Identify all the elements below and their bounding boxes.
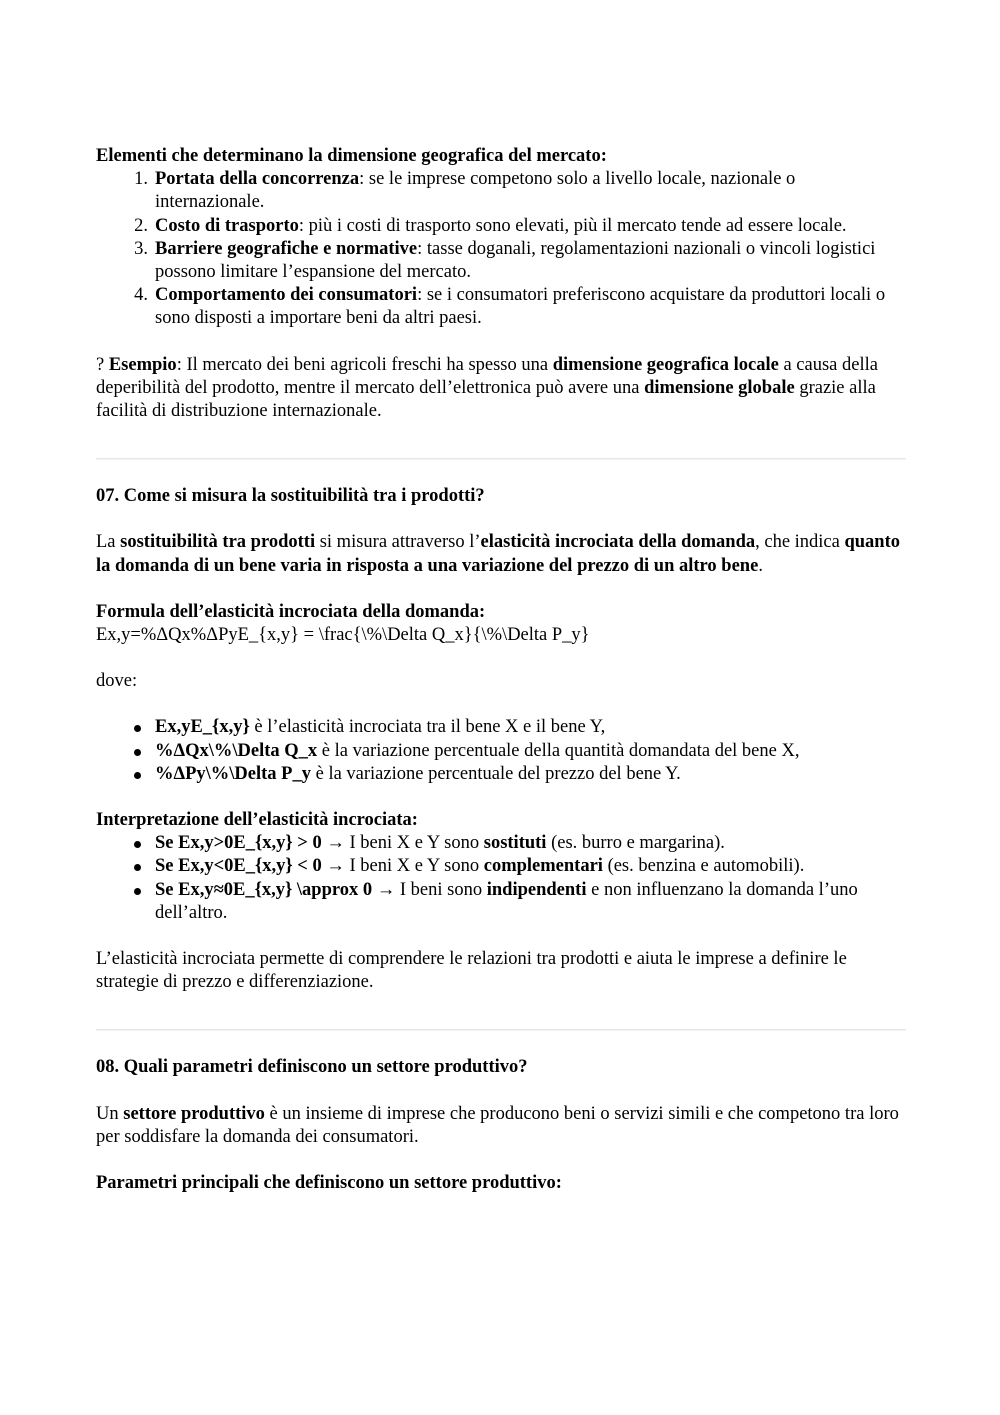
item-text: : tasse doganali, regolamentazioni nazionali o vincoli logistici possono limitare l’espansione del mercato. — [155, 238, 876, 283]
numbered-list — [96, 168, 906, 330]
item-number: 1. — [134, 169, 148, 190]
bullet — [134, 725, 141, 732]
item-text: è l’elasticità incrociata tra il bene X e il bene Y, — [249, 717, 606, 738]
example-text: a causa della deperibilità del prodotto, mentre il mercato dell’elettronica può avere una — [96, 354, 878, 398]
intro-text: , che indica — [755, 532, 845, 553]
list-item — [96, 284, 906, 330]
intro-bold: quanto la domanda di un bene varia in risposta a una variazione del prezzo di un altro bene — [96, 532, 901, 576]
example-bold: Esempio — [108, 354, 177, 375]
item-bold: sostituti — [483, 833, 547, 854]
title-text: 08. Quali parametri definiscono un settore produttivo? — [96, 1057, 528, 1078]
formula-heading — [96, 601, 906, 624]
item-text: (es. benzina e automobili). — [602, 856, 805, 877]
params-heading — [96, 1172, 906, 1195]
item-text: : se le imprese competono solo a livello locale, nazionale o internazionale. — [155, 169, 796, 213]
item-term: %ΔQx\%\Delta Q_x — [155, 740, 318, 761]
formula: Ex,y=%ΔQx%ΔPyE_{x,y} = \frac{\%\Delta Q_x}{\%\Delta P_y} — [96, 625, 590, 646]
item-text: → I beni sono — [372, 879, 487, 900]
intro-text: è un insieme di imprese che producono beni o servizi simili e che competono tra loro per soddisfare la domanda dei consumatori. — [96, 1103, 899, 1147]
item-text: → I beni X e Y sono — [321, 833, 484, 854]
example-bold: dimensione globale — [644, 377, 795, 398]
intro-text: La — [96, 532, 121, 553]
bullet — [134, 888, 141, 895]
example-text: : Il mercato dei beni agricoli freschi ha spesso una — [176, 354, 553, 375]
item-text: e non influenzano la domanda l’uno dell’altro. — [155, 879, 858, 923]
dove-label: dove: — [96, 671, 138, 692]
item-text: (es. burro e margarina). — [546, 833, 725, 854]
intro-text: si misura attraverso l’ — [315, 532, 481, 553]
list-item — [96, 238, 906, 284]
item-text: : più i costi di trasporto sono elevati, più il mercato tende ad essere locale. — [298, 215, 847, 236]
bullet — [134, 749, 141, 756]
intro-text: Un — [96, 1103, 124, 1124]
intro-text: . — [758, 555, 763, 576]
item-term: Se Ex,y<0E_{x,y} < 0 — [155, 856, 322, 877]
bullet — [134, 772, 141, 779]
item-term: Costo di trasporto — [155, 215, 299, 236]
item-text: è la variazione percentuale della quantità domandata del bene X, — [317, 740, 800, 761]
example-bold: dimensione geografica locale — [552, 354, 779, 375]
list-item — [96, 716, 906, 739]
formula-heading-text: Formula dell’elasticità incrociata della domanda: — [96, 601, 486, 622]
item-text: → I beni X e Y sono — [321, 856, 484, 877]
heading-text: Parametri principali che definiscono un settore produttivo: — [96, 1173, 562, 1194]
closing-paragraph: L’elasticità incrociata permette di comprendere le relazioni tra prodotti e aiuta le imprese a definire le strategie di prezzo e differenziazione. — [96, 949, 847, 993]
item-number: 3. — [134, 238, 148, 259]
intro-bold: sostituibilità tra prodotti — [120, 532, 316, 553]
item-term: Comportamento dei consumatori — [155, 285, 418, 306]
list-item — [96, 879, 906, 925]
bullet — [134, 864, 141, 871]
list-item — [96, 168, 906, 214]
section-title — [96, 485, 906, 508]
item-bold: complementari — [483, 856, 603, 877]
item-term: Barriere geografiche e normative — [155, 238, 418, 259]
intro-bold: settore produttivo — [123, 1103, 265, 1124]
example-text: ? — [96, 354, 109, 375]
item-number: 4. — [134, 285, 148, 306]
document-page — [96, 145, 906, 1195]
example-paragraph — [96, 354, 906, 424]
intro-bold: elasticità incrociata della domanda — [480, 532, 756, 553]
section-heading — [96, 145, 906, 168]
list-item — [96, 740, 906, 763]
item-text: è la variazione percentuale del prezzo del bene Y. — [310, 763, 681, 784]
intro-paragraph — [96, 1103, 906, 1149]
list-item — [96, 855, 906, 878]
bullet — [134, 841, 141, 848]
heading-text: Elementi che determinano la dimensione geografica del mercato: — [96, 146, 607, 166]
item-text: : se i consumatori preferiscono acquistare da produttori locali o sono disposti a importare beni da altri paesi. — [155, 285, 886, 329]
item-bold: indipendenti — [486, 879, 587, 900]
item-number: 2. — [134, 215, 148, 236]
definition-list — [96, 716, 906, 786]
item-term: Se Ex,y>0E_{x,y} > 0 — [155, 833, 322, 854]
item-term: %ΔPy\%\Delta P_y — [155, 763, 311, 784]
list-item — [96, 215, 906, 238]
section-title — [96, 1056, 906, 1079]
title-text: 07. Come si misura la sostituibilità tra i prodotti? — [96, 486, 485, 507]
list-item — [96, 832, 906, 855]
interpretation-list — [96, 832, 906, 925]
item-term: Se Ex,y≈0E_{x,y} \approx 0 — [155, 879, 373, 900]
item-term: Portata della concorrenza — [155, 169, 360, 190]
heading-text: Interpretazione dell’elasticità incrociata: — [96, 810, 418, 831]
interpretation-heading — [96, 809, 906, 832]
list-item — [96, 763, 906, 786]
item-term: Ex,yE_{x,y} — [155, 717, 250, 738]
example-text: grazie alla facilità di distribuzione internazionale. — [96, 377, 876, 422]
intro-paragraph — [96, 531, 906, 577]
